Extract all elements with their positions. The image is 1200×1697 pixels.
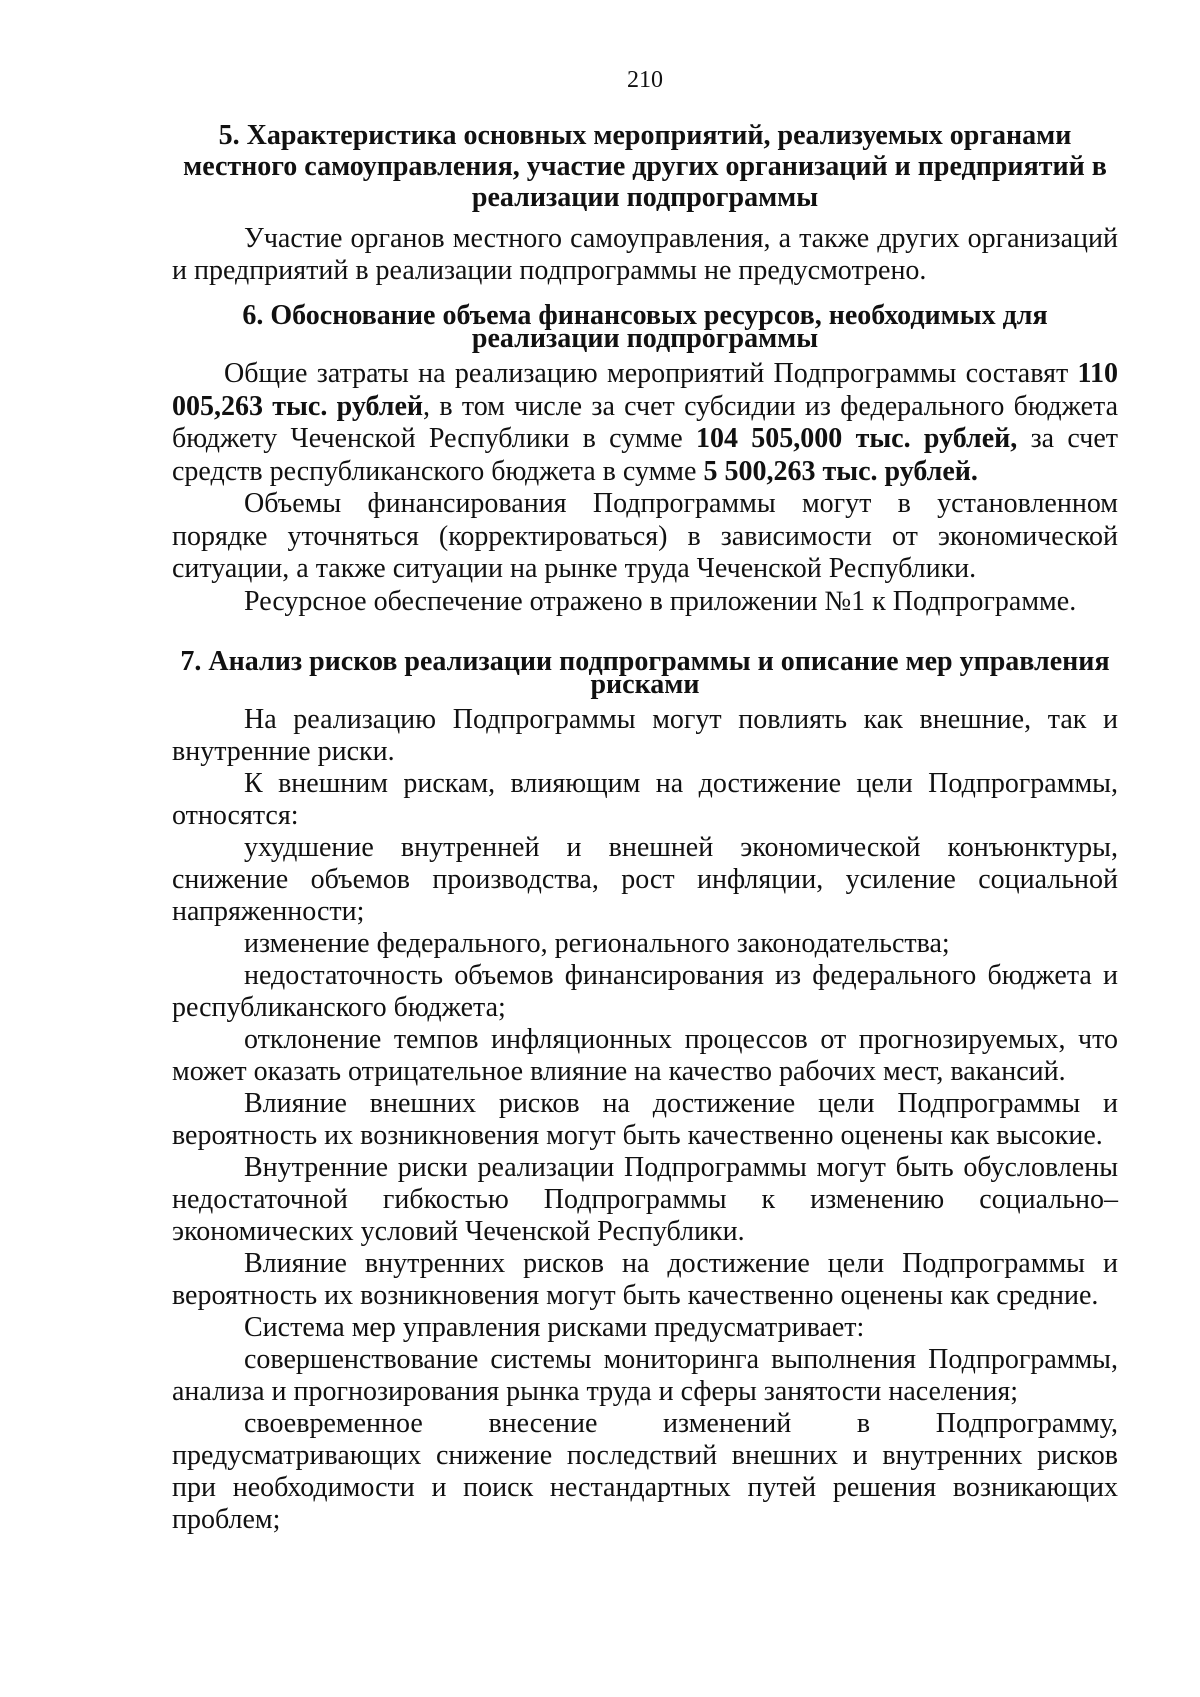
section-7-paragraph: ухудшение внутренней и внешней экономической конъюнктуры, снижение объемов производства, рост инфляции, усиление социальной напряженности; <box>172 832 1118 927</box>
section-7-paragraph: На реализацию Подпрограммы могут повлиять как внешние, так и внутренние риски. <box>172 704 1118 767</box>
document-page <box>172 66 1118 1536</box>
section-7-paragraph: Влияние внутренних рисков на достижение цели Подпрограммы и вероятность их возникновения могут быть качественно оценены как средние. <box>172 1248 1118 1311</box>
section-6-heading: 6. Обоснование объема финансовых ресурсов, необходимых для реализации подпрограммы <box>242 300 1048 354</box>
section-7-paragraph: Влияние внешних рисков на достижение цели Подпрограммы и вероятность их возникновения могут быть качественно оценены как высокие. <box>172 1088 1118 1151</box>
section-7-paragraph: совершенствование системы мониторинга выполнения Подпрограммы, анализа и прогнозирования рынка труда и сферы занятости населения; <box>172 1344 1118 1407</box>
section-7-paragraph: своевременное внесение изменений в Подпрограмму, предусматривающих снижение последствий внешних и внутренних рисков при необходимости и поиск нестандартных путей решения возникающих проблем; <box>172 1408 1118 1535</box>
federal-amount: 104 505,000 тыс. рублей, <box>695 423 1018 454</box>
section-5-paragraph: Участие органов местного самоуправления, а также других организаций и предприятий в реализации подпрограммы не предусмотрено. <box>172 223 1118 286</box>
financing-lead-text: Общие затраты на реализацию мероприятий Подпрограммы составят <box>224 358 1078 389</box>
section-7-heading: 7. Анализ рисков реализации подпрограммы и описание мер управления рисками <box>180 646 1110 700</box>
section-7-paragraph: недостаточность объемов финансирования из федерального бюджета и республиканского бюджета; <box>172 960 1118 1023</box>
section-6-paragraph: Объемы финансирования Подпрограммы могут в установленном порядке уточняться (корректироваться) в зависимости от экономической ситуации, а также ситуации на рынке труда Чеченской Республики. <box>172 488 1118 584</box>
financing-mid-text: , в том числе за счет субсидии из федерального бюджета бюджету Чеченской Республики в сумме <box>172 390 1119 454</box>
financing-paragraph <box>172 358 1118 488</box>
page-number: 210 <box>627 67 663 93</box>
section-7-paragraph: изменение федерального, регионального законодательства; <box>244 928 950 959</box>
section-7-paragraph: отклонение темпов инфляционных процессов от прогнозируемых, что может оказать отрицательное влияние на качество рабочих мест, вакансий. <box>172 1024 1118 1087</box>
total-amount: 110 005,263 тыс. рублей <box>172 358 1118 422</box>
section-5-heading: 5. Характеристика основных мероприятий, реализуемых органами местного самоуправления, участие других организаций и предприятий в реализации подпрограммы <box>183 120 1107 213</box>
section-7-paragraph: К внешним рискам, влияющим на достижение цели Подпрограммы, относятся: <box>172 768 1118 831</box>
section-6-paragraph: Ресурсное обеспечение отражено в приложении №1 к Подпрограмме. <box>244 585 1077 617</box>
section-7-paragraph: Внутренние риски реализации Подпрограммы могут быть обусловлены недостаточной гибкостью Подпрограммы к изменению социально–экономических условий Чеченской Республики. <box>172 1152 1118 1247</box>
section-7-paragraph: Система мер управления рисками предусматривает: <box>244 1312 865 1343</box>
regional-amount: 5 500,263 тыс. рублей. <box>703 455 978 487</box>
financing-mid2-text: за счет средств республиканского бюджета в сумме <box>172 423 1118 487</box>
